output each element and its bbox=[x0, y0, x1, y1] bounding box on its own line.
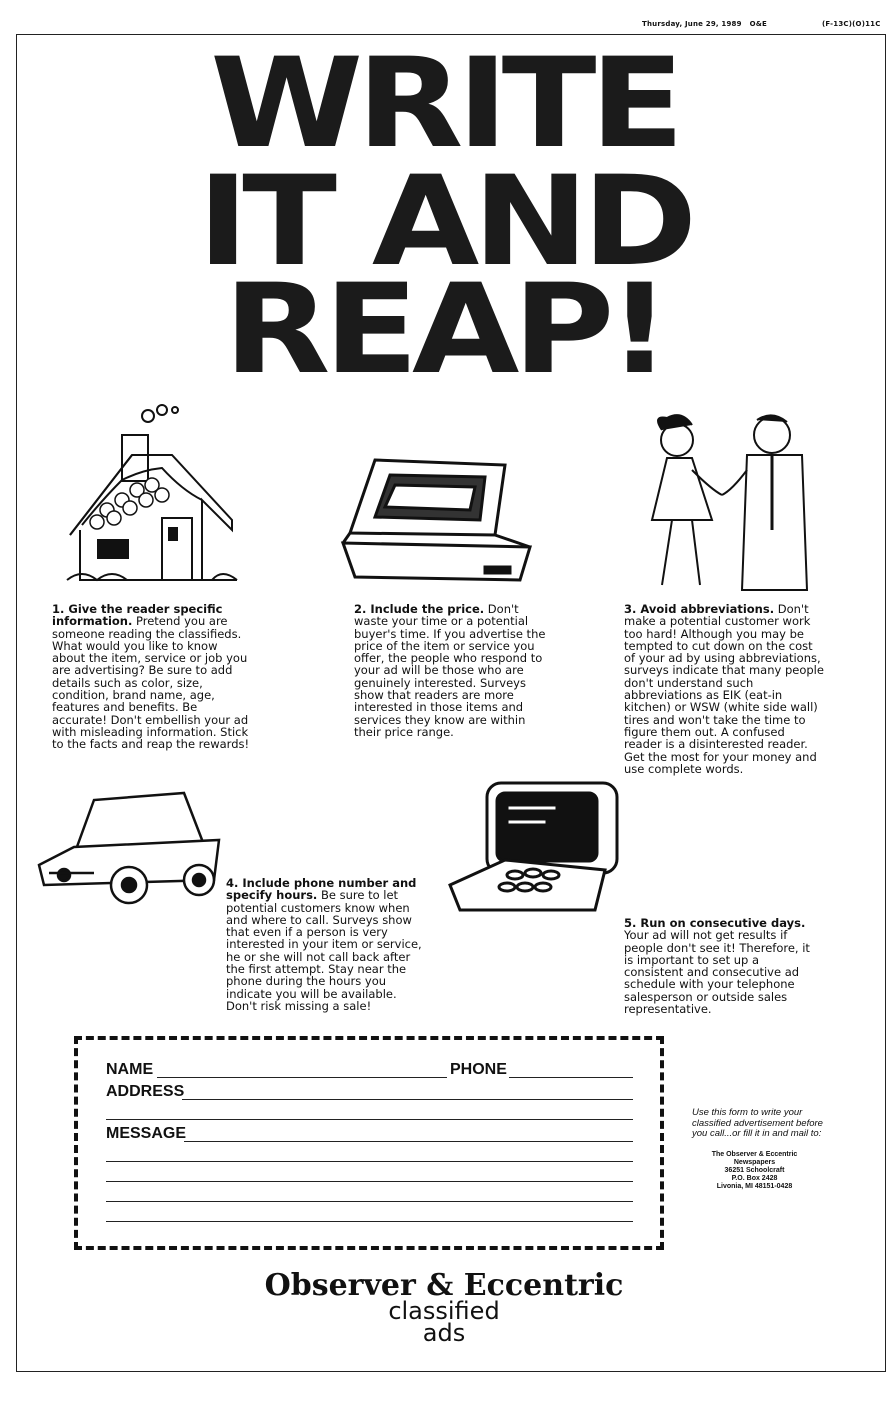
tip-4-body: Be sure to let potential customers know when and where to call. Surveys show that even if a person is very interested in your item or service, he or she will not call back after the first attempt. Stay near the phone during the hours you indicate you will be available. Don't risk missing a sale! bbox=[226, 888, 422, 1013]
mail-street: 36251 Schoolcraft bbox=[724, 1167, 785, 1174]
brand-subtitle bbox=[0, 1297, 888, 1347]
headline-line-2: IT AND bbox=[197, 150, 691, 294]
page-code: (F-13C)(O)11C bbox=[822, 20, 881, 28]
couple-illustration bbox=[622, 410, 832, 595]
brand-line-2: classified bbox=[388, 1297, 500, 1325]
house-illustration bbox=[62, 400, 247, 590]
address-label: ADDRESS bbox=[106, 1083, 185, 1100]
mail-address bbox=[692, 1151, 817, 1191]
computer-illustration bbox=[445, 775, 635, 915]
message-field[interactable] bbox=[184, 1141, 633, 1142]
dateline-text: Thursday, June 29, 1989 bbox=[642, 20, 742, 28]
headline-line-3: REAP! bbox=[223, 258, 665, 402]
tip-5-title: 5. Run on consecutive days. bbox=[624, 916, 806, 930]
message-line-2[interactable] bbox=[106, 1161, 633, 1162]
tip-5 bbox=[624, 917, 819, 1015]
tip-2 bbox=[354, 603, 549, 738]
headline-line-1: WRITE bbox=[210, 32, 678, 176]
mail-instructions: Use this form to write your classified advertisement before you call...or fill it in and mail to: bbox=[692, 1107, 823, 1139]
brand-logo: Observer & Eccentric bbox=[264, 1268, 624, 1303]
message-line-5[interactable] bbox=[106, 1221, 633, 1222]
tip-1 bbox=[52, 603, 252, 751]
tip-2-body: Don't waste your time or a potential buyer's time. If you advertise the price of the item or service you offer, the people who respond to your ad will be those who are genuinely interested. Surveys show that readers are more interested in those items and services they know are within their price range. bbox=[354, 602, 546, 739]
section-text: O&E bbox=[749, 20, 768, 28]
phone-label: PHONE bbox=[450, 1061, 507, 1078]
message-line-3[interactable] bbox=[106, 1181, 633, 1182]
tip-1-title: 1. Give the reader specific information. bbox=[52, 602, 223, 629]
dateline bbox=[642, 20, 767, 28]
tip-3-body: Don't make a potential customer work too hard! Although you may be tempted to cut down on the cost of your ad by using abbreviations, surveys indicate that many people don't understand such abbreviations as EIK (eat-in kitchen) or WSW (white side wall) tires and won't take the time to figure them out. A confused reader is a disinterested reader. Get the most for your money and use complete words. bbox=[624, 602, 824, 776]
name-field[interactable] bbox=[157, 1077, 447, 1078]
address-field[interactable] bbox=[182, 1099, 633, 1100]
ad-form bbox=[74, 1036, 664, 1250]
car-illustration bbox=[34, 785, 224, 910]
mail-company: The Observer & Eccentric bbox=[711, 1151, 798, 1158]
phone-field[interactable] bbox=[509, 1077, 633, 1078]
tip-2-title: 2. Include the price. bbox=[354, 602, 485, 616]
tip-4 bbox=[226, 877, 424, 1012]
briefcase-illustration bbox=[335, 455, 540, 590]
tip-4-title: 4. Include phone number and specify hours. bbox=[226, 876, 417, 903]
tip-5-body: Your ad will not get results if people don't see it! Therefore, it is important to set up a consistent and consecutive ad schedule with your telephone salesperson or outside sales representative. bbox=[624, 928, 810, 1017]
tip-1-body: Pretend you are someone reading the classifieds. What would you like to know about the item, service or job you are advertising? Be sure to add details such as color, size, condition, brand name, age, features and benefits. Be accurate! Don't embellish your ad with misleading information. Stick to the facts and reap the rewards! bbox=[52, 614, 250, 752]
message-label: MESSAGE bbox=[106, 1125, 187, 1142]
mail-city: Livonia, MI 48151-0428 bbox=[716, 1183, 793, 1190]
mail-po-box: P.O. Box 2428 bbox=[731, 1175, 778, 1182]
tip-3 bbox=[624, 603, 824, 775]
brand-line-3: ads bbox=[422, 1319, 466, 1347]
tip-3-title: 3. Avoid abbreviations. bbox=[624, 602, 775, 616]
address-field-line-2[interactable] bbox=[106, 1119, 633, 1120]
mail-company-2: Newspapers bbox=[733, 1159, 776, 1166]
message-line-4[interactable] bbox=[106, 1201, 633, 1202]
name-label: NAME bbox=[106, 1061, 154, 1078]
